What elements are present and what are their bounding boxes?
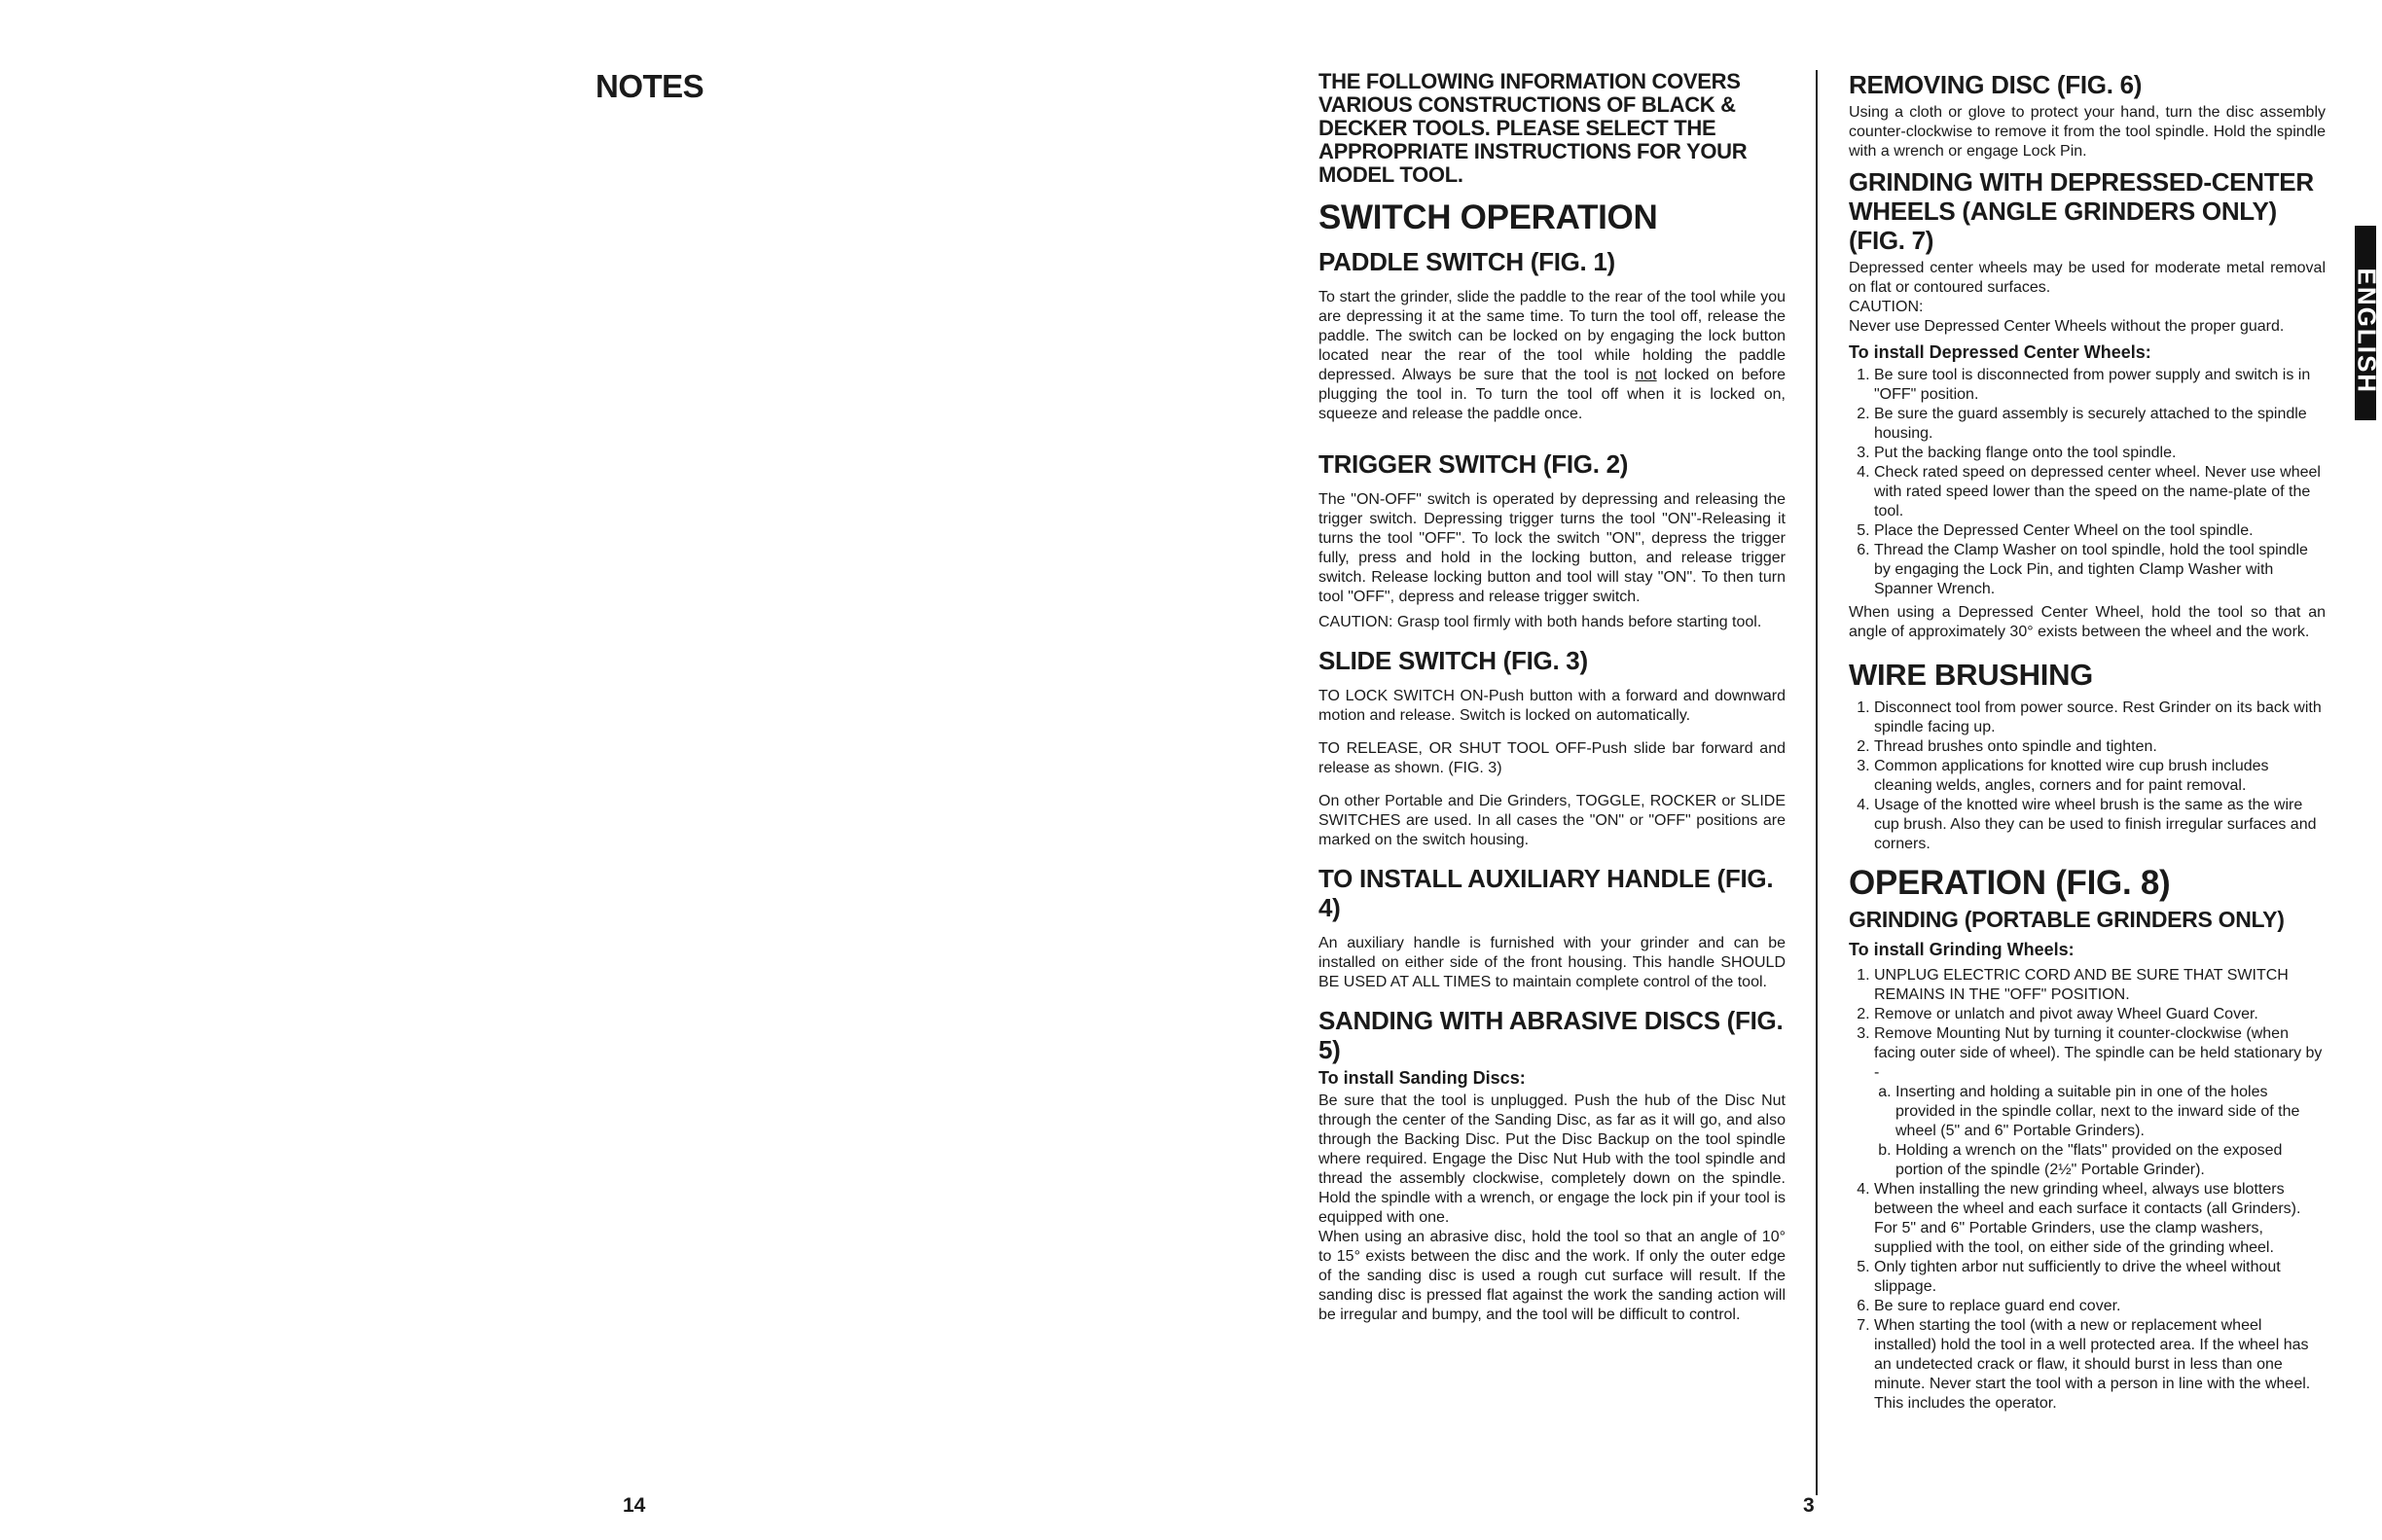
list-item: 4. Usage of the knotted wire wheel brush is the same as the wire cup brush. Also they can be used to finish irregular surfaces and corners. [1874,796,2326,854]
depressed-install-subheading: To install Depressed Center Wheels: [1849,342,2151,362]
depressed-center-heading: GRINDING WITH DEPRESSED-CENTER WHEELS (ANGLE GRINDERS ONLY) (FIG. 7) [1849,167,2314,255]
list-item: 4. When installing the new grinding wheel, always use blotters between the wheel and each surface it contacts (all Grinders). For 5" and 6" Portable Grinders, use the clamp washers, supplied with the tool, on either side of the grinding wheel. [1874,1180,2326,1258]
list-item: a. Inserting and holding a suitable pin in one of the holes provided in the spindle collar, next to the inward side of the wheel (5" and 6" Portable Grinders). [1895,1083,2326,1141]
page-number-right: 3 [1803,1494,1815,1517]
wire-brushing-heading: WIRE BRUSHING [1849,658,2093,692]
column-divider [1816,70,1818,1495]
paddle-switch-heading: PADDLE SWITCH (FIG. 1) [1318,247,1615,276]
sanding-p1: Be sure that the tool is unplugged. Push the hub of the Disc Nut through the center of the Sanding Disc, as far as it will go, and also through the Backing Disc. Put the Disc Backup on the tool spindle where required. Engage the Disc Nut Hub with the tool spindle and thread the assembly clockwise, completely down on the spindle. Hold the spindle with a wrench, or engage the lock pin if your tool is equipped with one. [1318,1092,1786,1226]
list-item: 2. Thread brushes onto spindle and tighten. [1874,737,2326,757]
depressed-caution-label: CAUTION: [1849,299,1924,315]
spindle-hold-options [1874,1083,2326,1180]
depressed-after-text: When using a Depressed Center Wheel, hold the tool so that an angle of approximately 30° exists between the wheel and the work. [1849,604,2326,640]
trigger-switch-heading: TRIGGER SWITCH (FIG. 2) [1318,449,1629,479]
depressed-install-steps [1849,366,2326,599]
grinding-subheading: GRINDING (PORTABLE GRINDERS ONLY) [1849,907,2285,932]
depressed-center-p1: Depressed center wheels may be used for moderate metal removal on flat or contoured surfaces. [1849,260,2326,296]
aux-handle-heading: TO INSTALL AUXILIARY HANDLE (FIG. 4) [1318,864,1774,922]
sanding-p2: When using an abrasive disc, hold the tool so that an angle of 10° to 15° exists between the disc and the work. If only the outer edge of the sanding disc is used a rough cut surface will result. If the sanding disc is pressed flat against the work the sanding action will be irregular and bumpy, and the tool will be difficult to control. [1318,1229,1786,1323]
slide-switch-p1: TO LOCK SWITCH ON-Push button with a forward and downward motion and release. Switch is locked on automatically. [1318,688,1786,724]
list-item: 3. Common applications for knotted wire cup brush includes cleaning welds, angles, corners and for paint removal. [1874,757,2326,796]
language-tab-label: ENGLISH [2352,268,2382,395]
list-item: 2. Be sure the guard assembly is securely attached to the spindle housing. [1874,405,2326,444]
operation-heading: OPERATION (FIG. 8) [1849,864,2171,902]
list-item: 3. Remove Mounting Nut by turning it counter-clockwise (when facing outer side of wheel). The spindle can be held stationary by - a. Inserting and holding a suitable pin in one of the holes provided in the spindle collar, next to the inward side of the wheel (5" and 6" Portable Grinders). b. Holding a wrench on the "flats" provided on the exposed portion of the spindle (2½" Portable Grinder). [1874,1024,2326,1180]
list-item: 1. Disconnect tool from power source. Rest Grinder on its back with spindle facing up. [1874,698,2326,737]
right-page-column-1 [1318,70,1786,1325]
aux-handle-text: An auxiliary handle is furnished with your grinder and can be installed on either side of the front housing. This handle SHOULD BE USED AT ALL TIMES to maintain complete control of the tool. [1318,935,1786,990]
list-item: 1. Be sure tool is disconnected from power supply and switch is in "OFF" position. [1874,366,2326,405]
intro-notice: THE FOLLOWING INFORMATION COVERS VARIOUS CONSTRUCTIONS OF BLACK & DECKER TOOLS. PLEASE SELECT THE APPROPRIATE INSTRUCTIONS FOR YOUR MODEL TOOL. [1318,69,1748,187]
list-item: b. Holding a wrench on the "flats" provided on the exposed portion of the spindle (2½" Portable Grinder). [1895,1141,2326,1180]
trigger-switch-text: The "ON-OFF" switch is operated by depressing and releasing the trigger switch. Depressing trigger turns the tool "ON"-Releasing it turns the tool "OFF". To lock the switch "ON", depress the trigger fully, press and hold in the locking button, and release trigger switch. Release locking button and tool will stay "ON". To then turn tool "OFF", depress and release trigger switch. [1318,491,1786,605]
sanding-heading: SANDING WITH ABRASIVE DISCS (FIG. 5) [1318,1006,1784,1064]
slide-switch-heading: SLIDE SWITCH (FIG. 3) [1318,646,1588,675]
list-item: 2. Remove or unlatch and pivot away Wheel Guard Cover. [1874,1005,2326,1024]
slide-switch-p3: On other Portable and Die Grinders, TOGGLE, ROCKER or SLIDE SWITCHES are used. In all cases the "ON" or "OFF" positions are marked on the switch housing. [1318,793,1786,848]
right-page-column-2 [1849,70,2326,1417]
sanding-subheading: To install Sanding Discs: [1318,1068,1526,1088]
paddle-switch-text: To start the grinder, slide the paddle to the rear of the tool while you are depressing it at the same time. To turn the tool off, release the paddle. The switch can be locked on by engaging the lock button located near the rear of the tool while holding the paddle depressed. Always be sure that the tool is not locked on before plugging the tool in. To turn the tool off when it is locked on, squeeze and release the paddle once. [1318,289,1786,422]
list-item: 5. Only tighten arbor nut sufficiently to drive the wheel without slippage. [1874,1258,2326,1297]
notes-title: NOTES [596,68,704,104]
list-item: 5. Place the Depressed Center Wheel on the tool spindle. [1874,521,2326,541]
removing-disc-heading: REMOVING DISC (FIG. 6) [1849,70,2143,99]
grinding-install-steps [1849,966,2326,1414]
slide-switch-p2: TO RELEASE, OR SHUT TOOL OFF-Push slide bar forward and release as shown. (FIG. 3) [1318,740,1786,776]
wire-brushing-steps [1849,698,2326,854]
list-item: 3. Put the backing flange onto the tool spindle. [1874,444,2326,463]
list-item: 6. Be sure to replace guard end cover. [1874,1297,2326,1316]
list-item: 7. When starting the tool (with a new or replacement wheel installed) hold the tool in a well protected area. If the wheel has an undetected crack or flaw, it should burst in less than one minute. Never start the tool with a person in line with the wheel. This includes the operator. [1874,1316,2326,1414]
list-item: 6. Thread the Clamp Washer on tool spindle, hold the tool spindle by engaging the Lock Pin, and tighten Clamp Washer with Spanner Wrench. [1874,541,2326,599]
list-item: 1. UNPLUG ELECTRIC CORD AND BE SURE THAT SWITCH REMAINS IN THE "OFF" POSITION. [1874,966,2326,1005]
page-number-left: 14 [623,1494,646,1517]
list-item: 4. Check rated speed on depressed center wheel. Never use wheel with rated speed lower than the speed on the name-plate of the tool. [1874,463,2326,521]
trigger-caution: CAUTION: Grasp tool firmly with both hands before starting tool. [1318,614,1762,630]
switch-operation-heading: SWITCH OPERATION [1318,198,1658,236]
grinding-install-label: To install Grinding Wheels: [1849,940,2075,959]
depressed-caution-text: Never use Depressed Center Wheels without the proper guard. [1849,318,2285,335]
removing-disc-text: Using a cloth or glove to protect your hand, turn the disc assembly counter-clockwise to remove it from the tool spindle. Hold the spindle with a wrench or engage Lock Pin. [1849,104,2326,160]
